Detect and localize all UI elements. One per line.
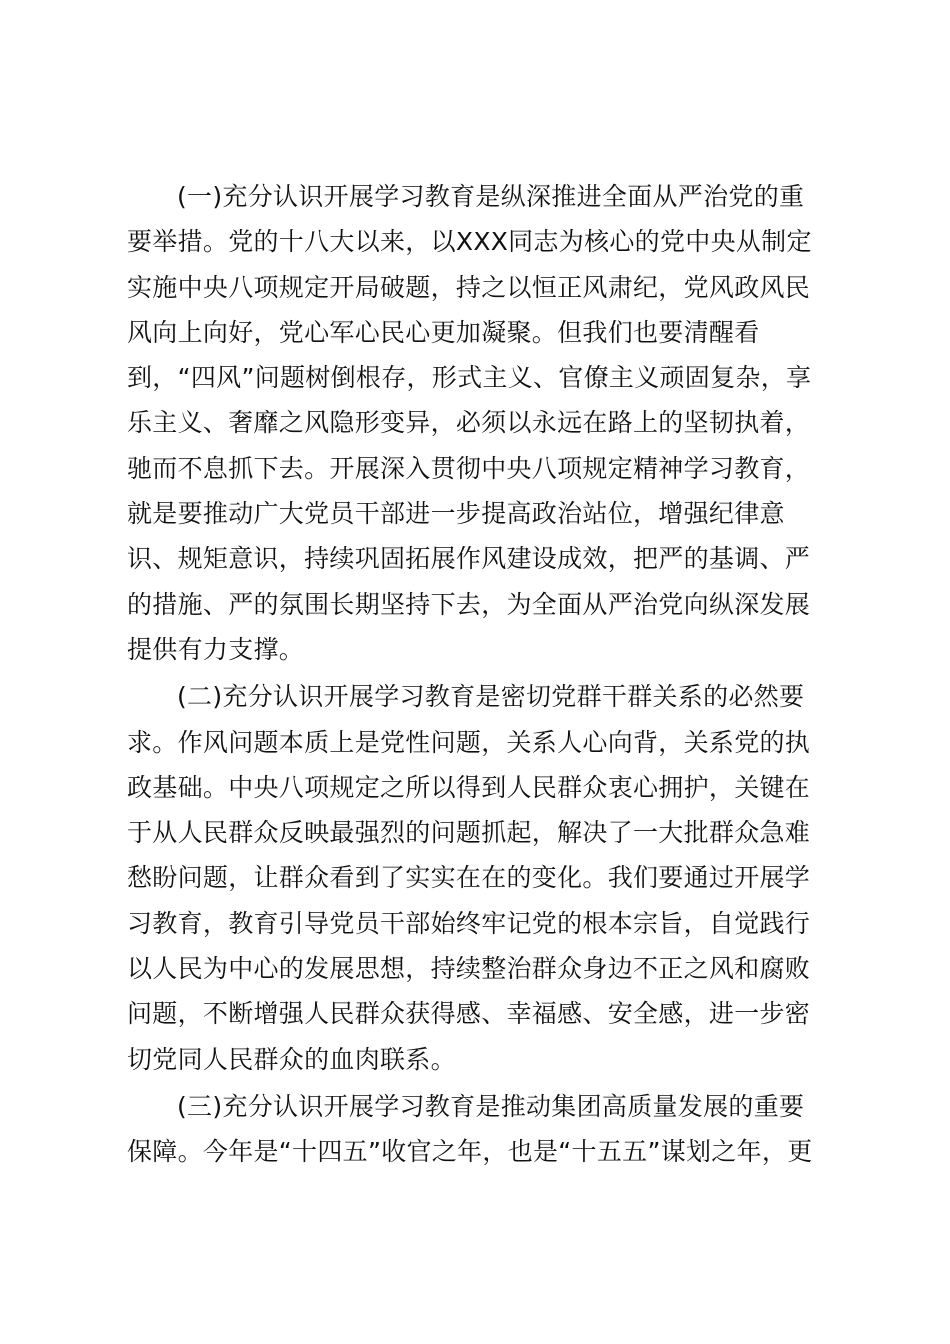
paragraph-line: 求。作风问题本质上是党性问题，关系人心向背，关系党的执 bbox=[127, 727, 811, 757]
paragraph-line: 习教育，教育引导党员干部始终牢记党的根本宗旨，自觉践行 bbox=[127, 908, 811, 938]
paragraph-line: 于从人民群众反映最强烈的问题抓起，解决了一大批群众急难 bbox=[127, 818, 811, 848]
paragraph-2 bbox=[127, 674, 827, 1082]
paragraph-line: 风向上向好，党心军心民心更加凝聚。但我们也要清醒看 bbox=[127, 317, 760, 347]
paragraph-line: 愁盼问题，让群众看到了实实在在的变化。我们要通过开展学 bbox=[127, 863, 811, 893]
document-body bbox=[127, 174, 827, 1177]
paragraph-line: 识、规矩意识，持续巩固拓展作风建设成效，把严的基调、严 bbox=[127, 544, 811, 574]
paragraph-1 bbox=[127, 174, 827, 672]
paragraph-line: 到，“四风”问题树倒根存，形式主义、官僚主义顽固复杂，享 bbox=[127, 363, 812, 393]
paragraph-line: 实施中央八项规定开局破题，持之以恒正风肃纪，党风政风民 bbox=[127, 272, 811, 302]
paragraph-line: (二)充分认识开展学习教育是密切党群干群关系的必然要 bbox=[177, 682, 805, 712]
paragraph-line: 提供有力支撑。 bbox=[127, 634, 305, 664]
paragraph-line: 问题，不断增强人民群众获得感、幸福感、安全感，进一步密 bbox=[127, 999, 811, 1029]
paragraph-line: 乐主义、奢靡之风隐形变异，必须以永远在路上的坚韧执着， bbox=[127, 408, 811, 438]
paragraph-line: 的措施、严的氛围长期坚持下去，为全面从严治党向纵深发展 bbox=[127, 589, 811, 619]
paragraph-line: 就是要推动广大党员干部进一步提高政治站位，增强纪律意 bbox=[127, 499, 785, 529]
paragraph-line: 切党同人民群众的血肉联系。 bbox=[127, 1044, 456, 1074]
paragraph-line: 保障。今年是“十四五”收官之年，也是“十五五”谋划之年，更 bbox=[127, 1137, 813, 1167]
paragraph-line: 政基础。中央八项规定之所以得到人民群众衷心拥护，关键在 bbox=[127, 772, 811, 802]
paragraph-line: 以人民为中心的发展思想，持续整治群众身边不正之风和腐败 bbox=[127, 954, 811, 984]
paragraph-line: 要举措。党的十八大以来，以XXX同志为核心的党中央从制定 bbox=[127, 227, 812, 257]
paragraph-3 bbox=[127, 1084, 827, 1175]
paragraph-line: 驰而不息抓下去。开展深入贯彻中央八项规定精神学习教育， bbox=[127, 453, 811, 483]
paragraph-line: (三)充分认识开展学习教育是推动集团高质量发展的重要 bbox=[177, 1091, 805, 1121]
paragraph-line: (一)充分认识开展学习教育是纵深推进全面从严治党的重 bbox=[177, 182, 805, 211]
